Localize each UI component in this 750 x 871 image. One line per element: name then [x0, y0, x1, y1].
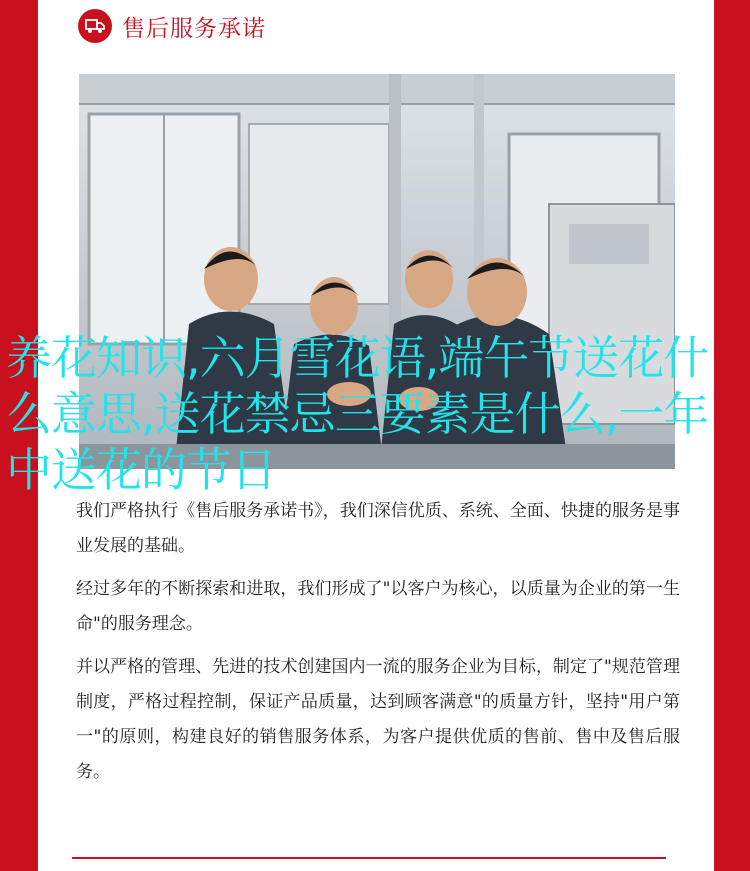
- section-title: 售后服务承诺: [122, 15, 266, 42]
- paragraph-1: 我们严格执行《售后服务承诺书》，我们深信优质、系统、全面、快捷的服务是事业发展的基础。: [76, 501, 680, 556]
- bottom-divider: [72, 857, 666, 859]
- section-header: [78, 8, 266, 44]
- service-description: [76, 494, 680, 790]
- truck-icon: [78, 9, 112, 43]
- paragraph-3: 并以严格的管理、先进的技术创建国内一流的服务企业为目标，制定了"规范管理制度，严格过程控制，保证产品质量，达到顾客满意"的质量方针，坚持"用户第一"的原则，构建良好的销售服务体系，为客户提供优质的售前、售中及售后服务。: [76, 657, 680, 782]
- paragraph-2: 经过多年的不断探索和进取，我们形成了"以客户为核心，以质量为企业的第一生命"的服务理念。: [76, 579, 680, 634]
- overlay-article-title[interactable]: 养花知识,六月雪花语,端午节送花什么意思,送花禁忌三要素是什么,一年中送花的节日: [6, 331, 709, 497]
